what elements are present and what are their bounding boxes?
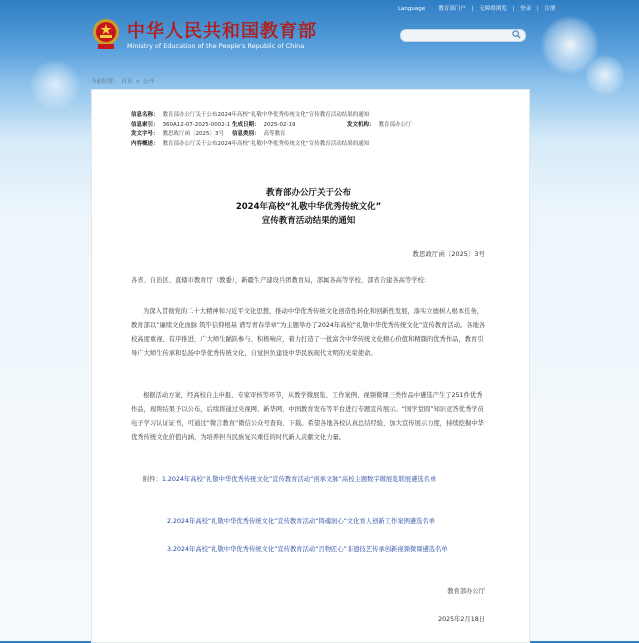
attachments-label: 附件：: [143, 476, 162, 483]
breadcrumb: [91, 77, 157, 85]
meta-row: [131, 111, 369, 121]
meta-label: 发文机构：: [347, 121, 375, 128]
breadcrumb-prefix: 当前位置：: [91, 79, 119, 85]
site-title-english: Ministry of Education of the People's Republic of China: [127, 42, 305, 50]
document-number: 教思政厅函〔2025〕3号: [412, 250, 485, 258]
breadcrumb-home[interactable]: 首页: [121, 79, 133, 85]
meta-value: 教育部办公厅关于公布2024年高校“礼敬中华优秀传统文化”宣传教育活动结果的通知: [162, 112, 370, 118]
meta-label: 信息类别：: [232, 131, 260, 137]
search-input[interactable]: [400, 29, 526, 42]
attachment-item: [131, 473, 487, 487]
meta-label: 信息索引：: [131, 121, 159, 128]
breadcrumb-separator: >: [135, 79, 141, 85]
separator: |: [512, 6, 515, 12]
content-panel: [91, 89, 530, 643]
site-header: [0, 0, 639, 80]
title-line: 2024年高校“礼敬中华优秀传统文化”: [235, 202, 382, 212]
meta-label: 内容概述：: [131, 140, 159, 147]
separator: [431, 6, 433, 12]
separator: |: [471, 6, 474, 12]
title-line: 宣传教育活动结果的通知: [261, 216, 356, 226]
login-link[interactable]: 登录: [520, 6, 532, 12]
title-line: 教育部办公厅关于公布: [265, 188, 351, 198]
register-link[interactable]: 注册: [544, 6, 556, 12]
attachment-item: [167, 515, 487, 529]
addressee: 各省、自治区、直辖市教育厅（教委），新疆生产建设兵团教育局，部属各高等学校、部省合建各高等学校：: [131, 277, 431, 284]
meta-value: 教育部办公厅关于公布2024年高校“礼敬中华优秀传统文化”宣传教育活动结果的通知: [162, 140, 370, 147]
document-title: [131, 186, 486, 228]
meta-label: 发文字号：: [131, 131, 159, 137]
meta-value: 高等教育: [263, 131, 286, 137]
accessibility-link[interactable]: 无障碍浏览: [479, 6, 507, 12]
attachment-link[interactable]: 2.2024年高校“礼敬中华优秀传统文化”宣传教育活动“铸魂润心”文化育人创新工作案例遴选名单: [167, 518, 436, 525]
meta-value: 教育部办公厅: [378, 121, 412, 128]
language-link[interactable]: Language: [398, 6, 426, 12]
attachment-link[interactable]: 3.2024年高校“礼敬中华优秀传统文化”宣传教育活动“百物匠心”非遗技艺传承创新视频微课遴选名单: [167, 546, 448, 553]
body-paragraph: 根据活动方案，经高校自主申报、专家审核等环节，从教学微展览、工作案例、视频微课三类作品中遴选产生了251件优秀作品，现将结果予以公布，后续将通过央视网、新华网、中国教育发布等平台进行专题宣传展示。“国学堂圆”知识竞答优秀学员电子学习认证证书，可通过“微言教育”微信公众号查询、下载。希望各地各校认真总结经验，加大宣传展示力度，持续挖掘中华优秀传统文化价值内涵，为培养担当民族复兴重任的时代新人贡献文化力量。: [131, 392, 484, 441]
meta-value: 360A12-07-2025-0002-1: [162, 121, 231, 128]
search-icon[interactable]: [512, 30, 521, 39]
meta-row: [131, 121, 412, 131]
meta-value: 教思政厅函〔2025〕3号: [162, 131, 225, 137]
meta-value: 2025-02-19: [263, 121, 296, 128]
meta-label: 生成日期：: [232, 121, 260, 128]
meta-label: 信息名称：: [131, 112, 159, 118]
signatory: 教育部办公厅: [447, 588, 485, 595]
site-title[interactable]: 中华人民共和国教育部: [127, 21, 317, 42]
document-date: 2025年2月18日: [438, 616, 485, 623]
portal-link[interactable]: 教育部门户: [438, 6, 466, 12]
national-emblem-icon: [91, 17, 121, 51]
top-links: [398, 4, 560, 12]
meta-row: [131, 140, 369, 150]
attachment-item: [131, 543, 487, 557]
meta-row: [131, 130, 369, 140]
document-meta-table: [131, 111, 412, 149]
body-paragraph: 为深入贯彻党的二十大精神和习近平文化思想，推动中华优秀传统文化创造性转化和创新性发展，落实立德树人根本任务，教育部以“廉续文化血脉 筑牢信仰根基 谱写青春华章”为主题举办了2024年高校“礼敬中华优秀传统文化”宣传教育活动。各地各校高度重视、有序推进，广大师生踊跃参与、积极响应，着力打造了一批富含中华传统文化精心价值和精颜的优秀作品，教育引导广大师生传承和弘扬中华优秀传统文化，自觉担负建设中华民族现代文明的光荣使命。: [131, 308, 486, 357]
breadcrumb-current[interactable]: 公开: [143, 79, 155, 85]
attachment-link[interactable]: 1.2024年高校“礼敬中华优秀传统文化”宣传教育活动“创承文脉”高校主题数字微展览联展遴选名单: [161, 476, 437, 483]
separator: |: [536, 6, 539, 12]
